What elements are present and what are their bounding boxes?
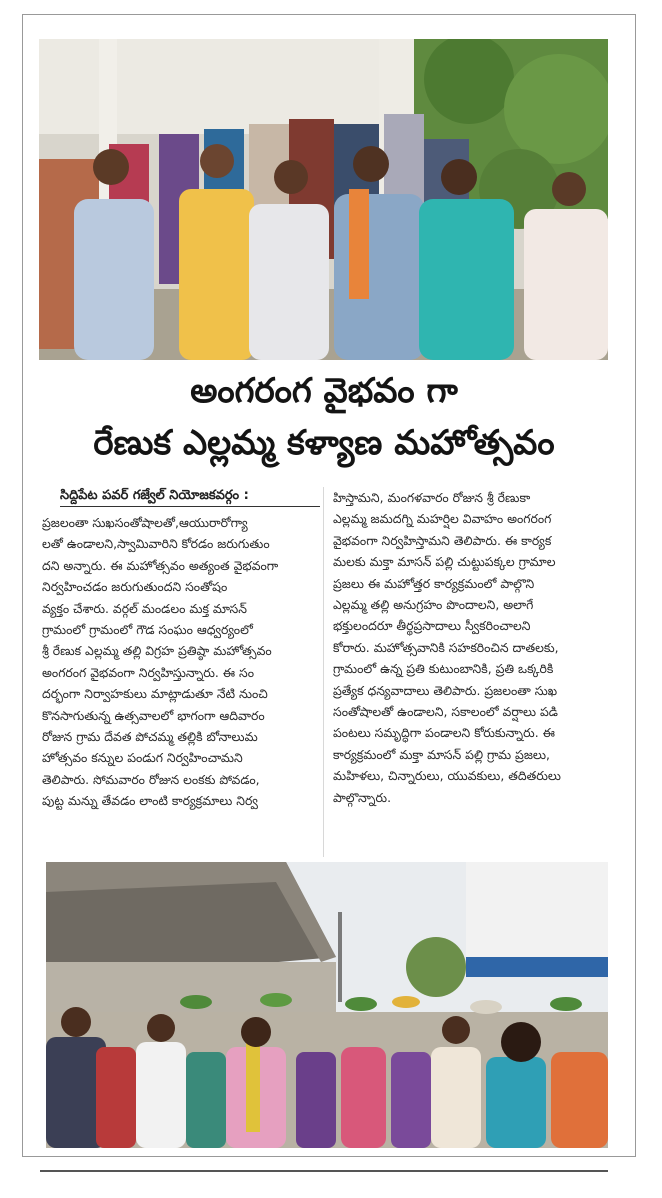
text-line: హిస్తామని, మంగళవారం రోజున శ్రీ రేణుకా [333,490,531,505]
text-line: తెలిపారు. సోమవారం రోజున లంకకు పోవడం, [42,771,260,787]
text-line: ప్రజలంతా సుఖసంతోషాలతో,ఆయురారోగ్యా [42,515,248,530]
bonalu-procession-photo [46,862,608,1148]
text-line: వ్యక్తం చేశారు. వర్గల్ మండలం మక్త మాసన్ [42,600,247,616]
text-line: ప్రజలు ఈ మహోత్తర కార్యక్రమంలో పాల్గొని [333,575,535,591]
text-line: అంగరంగ వైభవంగా నిర్వహిస్తున్నారు. ఈ సం [42,664,255,680]
text-line: ఎల్లమ్మ జమదగ్ని మహర్షిల వివాహం అంగరంగ [333,511,552,527]
text-line: మలకు మక్తా మాసన్ పల్లి చుట్టుపక్కల గ్రామాల [333,554,556,570]
dateline: సిద్దిపేట పవర్ గజ్వేల్ నియోజకవర్గం : [60,486,320,507]
text-line: దని అన్నారు. ఈ మహోత్సవం అత్యంత వైభవంగా [42,557,279,573]
group-celebration-photo [39,39,608,360]
text-line: పుట్ట మన్ను తేవడం లాంటి కార్యక్రమాలు నిర్వ [42,793,258,809]
text-line: కొనసాగుతున్న ఉత్సవాలలో భాగంగా ఆదివారం [42,707,265,723]
article-column-right [333,487,605,808]
text-line: మహిళలు, చిన్నారులు, యువకులు, తదితరులు [333,768,561,784]
text-line: రోజున గ్రామ దేవత పోచమ్మ తల్లికి బోనాలుమ [42,729,258,745]
column-divider [323,487,324,857]
text-line: పంటలు సమృద్ధిగా పండాలని కోరుకున్నారు. ఈ [333,725,555,741]
text-line: సంతోషాలతో ఉండాలని, సకాలంలో వర్షాలు పడి [333,704,558,720]
text-line: వైభవంగా నిర్వహిస్తామని తెలిపారు. ఈ కార్యక [333,532,552,548]
text-line: కోరారు. మహోత్సవానికి సహకరించిన దాతలకు, [333,639,559,655]
text-line: గ్రామంలో ఉన్న ప్రతి కుటుంబానికి, ప్రతి ఒక్కరికి [333,661,554,677]
text-line: ఎల్లమ్మ తల్లి అనుగ్రహం పొందాలని, అలాగే [333,597,534,613]
article-column-left [42,512,314,812]
text-line: కార్యక్రమంలో మక్తా మాసన్ పల్లి గ్రామ ప్రజలు, [333,746,550,762]
text-line: హోత్సవం కన్నుల పండుగ నిర్వహించామని [42,750,243,766]
text-line: లతో ఉండాలని,స్వామివారిని కోరడం జరుగుతుం [42,536,270,552]
bottom-rule [40,1170,608,1172]
text-line: గ్రామంలో గ్రామంలో గౌడ సంఘం ఆధ్వర్యంలో [42,622,253,638]
text-line: నిర్వహించడం జరుగుతుందని సంతోషం [42,579,228,595]
text-line: భక్తులందరూ తీర్థప్రసాదాలు స్వీకరించాలని [333,618,531,634]
text-line: ప్రత్యేక ధన్యవాదాలు తెలిపారు. ప్రజలంతా సుఖ [333,682,558,698]
text-line: శ్రీ రేణుక ఎల్లమ్మ తల్లి విగ్రహ ప్రతిష్ఠా మహోత్సవం [42,643,272,659]
headline-line-2: రేణుక ఎల్లమ్మ కళ్యాణ మహోత్సవం [93,423,555,463]
text-line: పాల్గొన్నారు. [333,789,392,805]
headline-line-1: అంగరంగ వైభవం గా [190,371,458,411]
text-line: దర్భంగా నిర్వాహకులు మాట్లాడుతూ నేటి నుంచి [42,686,268,702]
